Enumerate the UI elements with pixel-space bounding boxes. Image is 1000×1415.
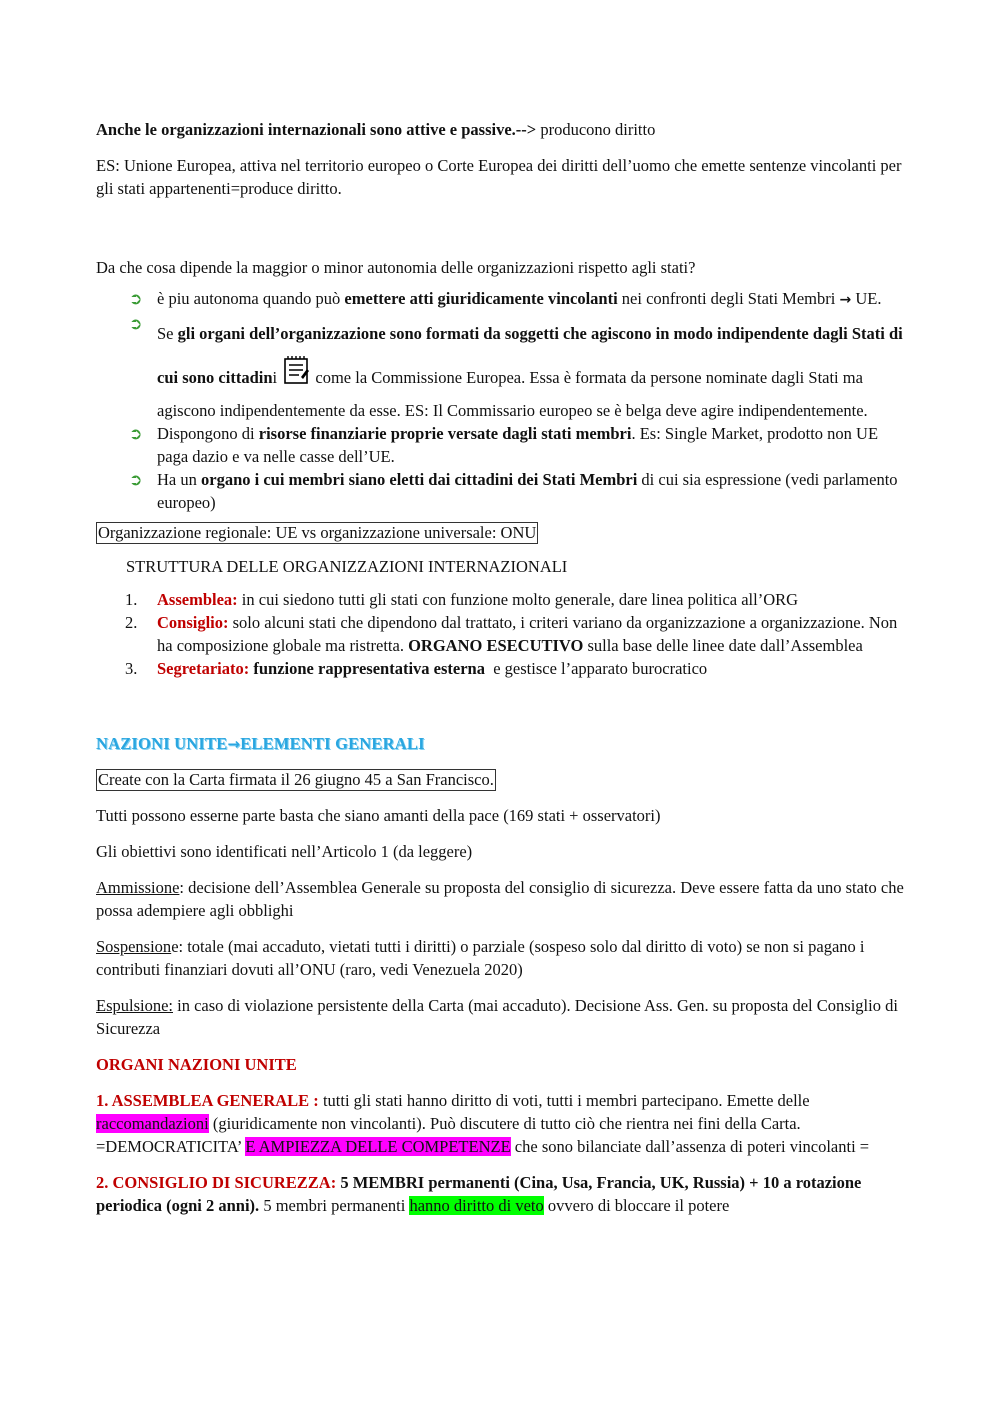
text: in cui siedono tutti gli stati con funzione molto generale, dare linea politica all’ORG: [237, 590, 799, 609]
bold-text: funzione rappresentativa esterna: [249, 659, 485, 678]
list-item: [96, 468, 908, 514]
boxed-text: Organizzazione regionale: UE vs organizzazione universale: ONU: [98, 523, 537, 542]
paragraph-consiglio-sicurezza: [96, 1171, 908, 1217]
paragraph-tutti: Tutti possono esserne parte basta che siano amanti della pace (169 stati + osservatori): [96, 806, 661, 825]
paragraph-attive-passive: [96, 118, 908, 141]
bold-text: 5 MEMBRI permanenti (Cina, Usa, Francia, UK, Russia) + 10 a rotazione periodica (ogni 2 anni).: [96, 1173, 862, 1215]
text: . Es: Single Market, prodotto non UE paga dazio e va nelle casse dell’UE.: [157, 424, 879, 466]
arrow-symbol: →: [227, 735, 241, 753]
underlined-term: Sospension: [96, 937, 172, 956]
list-item: [96, 287, 908, 312]
boxed-text: Create con la Carta firmata il 26 giugno 45 a San Francisco.: [98, 770, 494, 789]
text: ovvero di bloccare il potere: [543, 1196, 730, 1215]
highlighted-text: hanno diritto di veto: [409, 1196, 544, 1215]
autonomia-list: [96, 287, 908, 514]
paragraph-obiettivi: Gli obiettivi sono identificati nell’Articolo 1 (da leggere): [96, 842, 473, 861]
heading-text: ELEMENTI GENERALI: [240, 734, 425, 753]
struttura-title: STRUTTURA DELLE ORGANIZZAZIONI INTERNAZIONALI: [126, 557, 568, 576]
text: solo alcuni stati che dipendono dal trattato, i criteri variano da organizzazione a organizzazione. Non ha composizione globale ma ristretta.: [157, 613, 898, 655]
red-label: Segretariato:: [157, 659, 250, 678]
list-item: [96, 657, 908, 680]
heading-organi: ORGANI NAZIONI UNITE: [96, 1055, 297, 1074]
paragraph-espulsione: [96, 994, 908, 1040]
boxed-note-regionale: [96, 521, 908, 544]
bold-text: gli organi dell’organizzazione sono formati da soggetti che agiscono in modo indipendente dagli Stati di cui sono cittadin: [157, 324, 903, 387]
list-number: 3.: [125, 659, 138, 678]
bold-text: Anche le organizzazioni internazionali sono attive e passive.-->: [96, 120, 537, 139]
struttura-list: [96, 588, 908, 680]
red-label: 2. CONSIGLIO DI SICUREZZA:: [96, 1173, 337, 1192]
text: UE.: [851, 289, 882, 308]
text: 5 membri permanenti: [259, 1196, 410, 1215]
boxed-note-carta: [96, 768, 908, 791]
text: e: totale (mai accaduto, vietati tutti i diritti) o parziale (sospeso solo dal diritto di voto) se non si pagano i contributi finanziari dovuti all’ONU (raro, vedi Venezuela 2020): [96, 937, 865, 979]
text: come la Commissione Europea. Essa è formata da persone nominate dagli Stati ma agiscono indipendentemente da esse. ES: Il Commissario europeo se è belga deve agire indipendentemente.: [157, 368, 868, 420]
list-item: [96, 312, 908, 422]
highlighted-text: raccomandazioni: [96, 1114, 209, 1133]
bold-text: emettere atti giuridicamente vincolanti: [344, 289, 618, 308]
underlined-term: Ammissione: [96, 878, 180, 897]
paragraph-ammissione: [96, 876, 908, 922]
arrow-bullet-icon: ➲: [129, 424, 143, 443]
list-item: [96, 422, 908, 468]
arrow-bullet-icon: ➲: [129, 289, 143, 308]
bold-text: organo i cui membri siano eletti dai cittadini dei Stati Membri: [201, 470, 638, 489]
text: : decisione dell’Assemblea Generale su proposta del consiglio di sicurezza. Deve essere fatta da uno stato che possa adempiere agli obblighi: [96, 878, 904, 920]
list-number: 1.: [125, 590, 138, 609]
text: è piu autonoma quando può: [157, 289, 345, 308]
text: di cui sia espressione (vedi parlamento europeo): [157, 470, 898, 512]
question-autonomia: Da che cosa dipende la maggior o minor autonomia delle organizzazioni rispetto agli stati?: [96, 258, 696, 277]
text: Dispongono di: [157, 424, 259, 443]
text: Se: [157, 324, 178, 343]
notepad-icon: [283, 355, 311, 385]
document-page: [96, 118, 908, 1217]
heading-text: NAZIONI UNITE: [96, 734, 228, 753]
paragraph-sospensione: [96, 935, 908, 981]
text: nei confronti degli Stati Membri: [617, 289, 840, 308]
text: (giuridicamente non vincolanti). Può discutere di tutto ciò che rientra nei fini della Carta. =DEMOCRATICITA’: [96, 1114, 801, 1156]
text: Ha un: [157, 470, 201, 489]
arrow-bullet-icon: ➲: [129, 314, 143, 333]
list-item: [96, 611, 908, 657]
red-label: Consiglio:: [157, 613, 229, 632]
text: che sono bilanciate dall’assenza di poteri vincolanti =: [510, 1137, 870, 1156]
highlighted-text: E AMPIEZZA DELLE COMPETENZE: [245, 1137, 511, 1156]
red-label: 1. ASSEMBLEA GENERALE :: [96, 1091, 319, 1110]
text: tutti gli stati hanno diritto di voti, tutti i membri partecipano. Emette delle: [318, 1091, 810, 1110]
bold-text: ORGANO ESECUTIVO: [408, 636, 584, 655]
list-number: 2.: [125, 613, 138, 632]
red-label: Assemblea:: [157, 590, 238, 609]
arrow-symbol: →: [839, 292, 852, 308]
text: sulla base delle linee date dall’Assemblea: [583, 636, 863, 655]
heading-nazioni-unite: [96, 732, 908, 756]
text: in caso di violazione persistente della Carta (mai accaduto). Decisione Ass. Gen. su proposta del Consiglio di Sicurezza: [96, 996, 898, 1038]
arrow-bullet-icon: ➲: [129, 470, 143, 489]
underlined-term: Espulsione:: [96, 996, 173, 1015]
paragraph-assemblea-generale: [96, 1089, 908, 1158]
bold-text: risorse finanziarie proprie versate dagli stati membri: [258, 424, 632, 443]
text: producono diritto: [536, 120, 656, 139]
text: e gestisce l’apparato burocratico: [484, 659, 708, 678]
paragraph-esempio-ue: ES: Unione Europea, attiva nel territorio europeo o Corte Europea dei diritti dell’uomo che emette sentenze vincolanti per gli stati appartenenti=produce diritto.: [96, 156, 902, 198]
text: i: [272, 368, 278, 387]
list-item: [96, 588, 908, 611]
